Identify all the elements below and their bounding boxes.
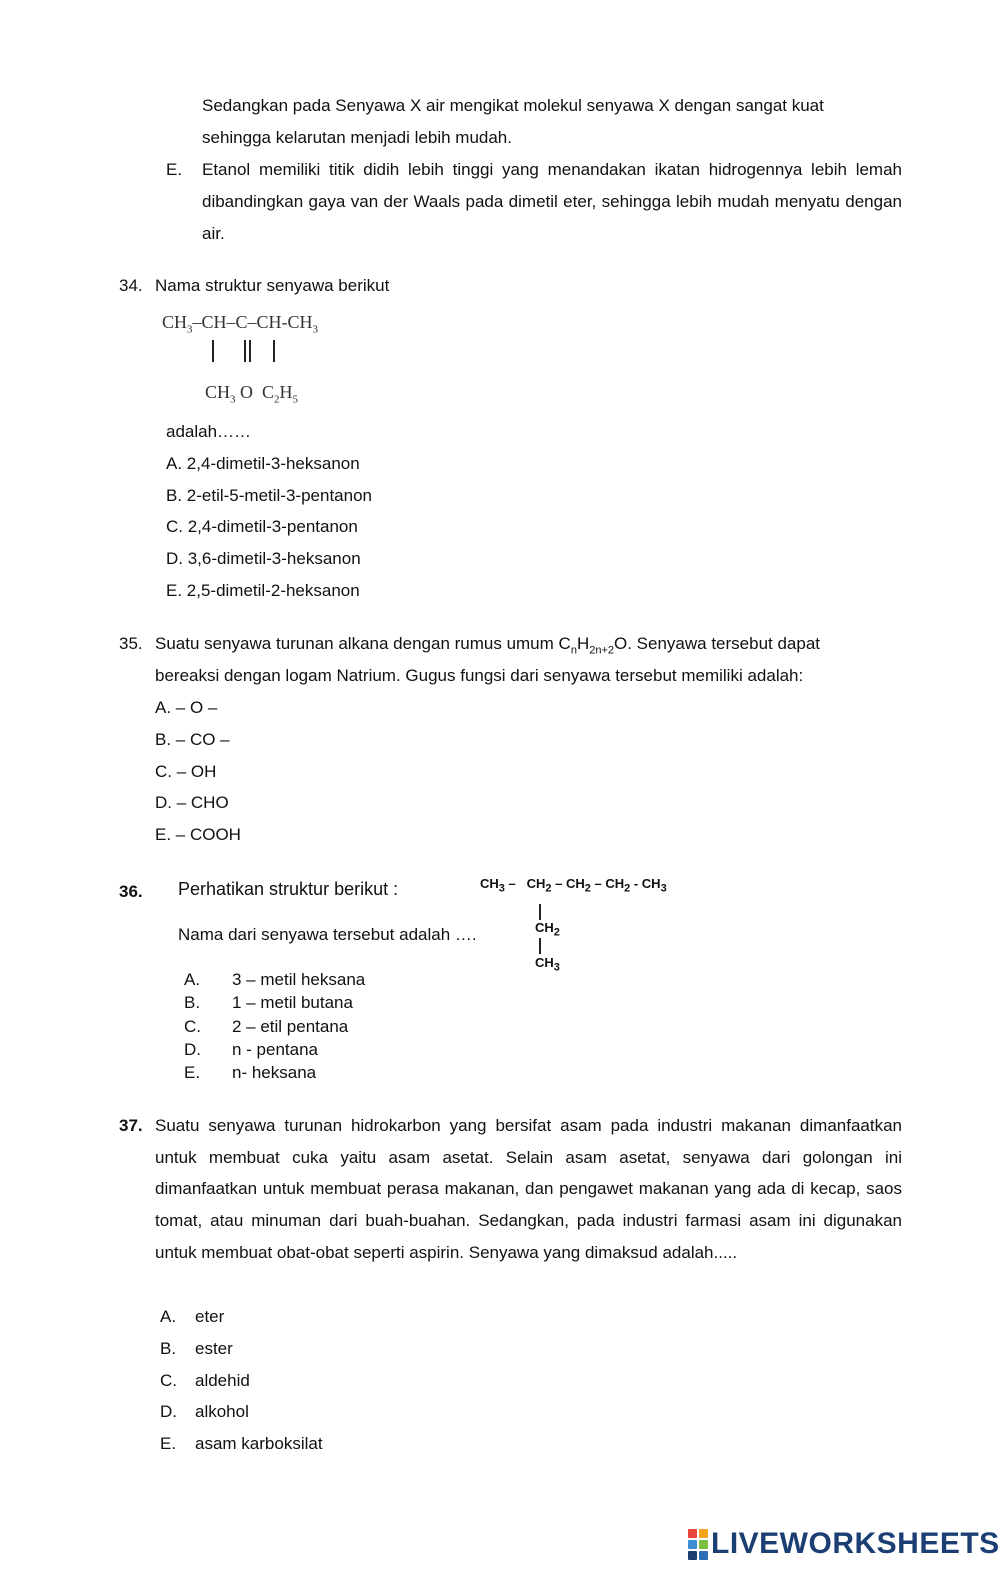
q34-option-a: A. 2,4-dimetil-3-heksanon: [166, 454, 360, 473]
q35-option-b: B. – CO –: [155, 729, 230, 749]
q34-bond-right: [273, 340, 275, 362]
liveworksheets-grid-icon: [688, 1529, 708, 1560]
q36-option-b: B. 1 – metil butana: [184, 993, 353, 1013]
q34-bond-left: [212, 340, 214, 362]
q36-bond-2: [539, 938, 541, 954]
q36-number: 36.: [119, 882, 143, 901]
q34-question: Nama struktur senyawa berikut: [155, 276, 390, 295]
q33-option-e-text: Etanol memiliki titik didih lebih tinggi yang menandakan ikatan hidrogennya lebih lemah dibandingkan gaya van der Waals pada dimetil eter, sehingga lebih mudah menyatu dengan air.: [202, 160, 902, 243]
q33-continuation: [202, 90, 902, 154]
liveworksheets-logo[interactable]: [688, 1527, 1000, 1561]
liveworksheets-logo-text: LIVEWORKSHEETS: [711, 1527, 1000, 1560]
q36-branch-ch2: $CH_2$: [535, 920, 560, 939]
q34-double-bond-b: [249, 340, 251, 362]
q36-option-e: E. n- heksana: [184, 1063, 317, 1083]
q33-line1: Sedangkan pada Senyawa X air mengikat molekul senyawa X dengan sangat kuat: [202, 96, 824, 115]
q33-option-e-letter: E.: [166, 160, 183, 179]
q35-option-a: A. – O –: [155, 698, 218, 717]
q33-line2: sehingga kelarutan menjadi lebih mudah.: [202, 128, 512, 147]
q37-option-a: A. eter: [160, 1307, 225, 1326]
q37-option-e: E. asam karboksilat: [160, 1434, 323, 1454]
q35-option-c: C. – OH: [155, 761, 217, 781]
q36-structure: [480, 876, 700, 976]
q34-structure: [160, 312, 350, 407]
q36-structure-main-chain: $CH_3 - CH_2 - CH_2 - CH_2 - CH_3$: [480, 876, 667, 895]
q34-option-e: E. 2,5-dimetil-2-heksanon: [166, 580, 360, 600]
q35-number: 35.: [119, 634, 143, 653]
q34-option-b: B. 2-etil-5-metil-3-pentanon: [166, 485, 372, 505]
q34-structure-main-chain: $CH_3-CH-C-CH-CH_3$: [162, 312, 319, 336]
q34-suffix: adalah……: [166, 422, 252, 441]
q36-options: [184, 968, 365, 1084]
q34-substituents: $CH_3$ O $C_2H_5$: [205, 382, 299, 406]
q35-question-line2: bereaksi dengan logam Natrium. Gugus fungsi dari senyawa tersebut memiliki adalah:: [155, 666, 804, 685]
q36-question: Perhatikan struktur berikut :: [178, 879, 399, 899]
q34-options: [166, 448, 372, 607]
q36-subquestion: Nama dari senyawa tersebut adalah ….: [178, 925, 477, 944]
q34-number: 34.: [119, 276, 143, 295]
q37-option-d: D. alkohol: [160, 1402, 249, 1422]
q35-option-e: E. – COOH: [155, 825, 241, 845]
q34-double-bond-a: [244, 340, 246, 362]
q35-option-d: D. – CHO: [155, 793, 229, 813]
q34-option-c: C. 2,4-dimetil-3-pentanon: [166, 517, 358, 537]
q36-branch-ch3: $CH_3$: [535, 955, 560, 974]
q35-options: [155, 692, 241, 851]
q37-number: 37.: [119, 1116, 143, 1135]
q35-question-line1: Suatu senyawa turunan alkana dengan rumus umum $C_nH_{2n+2}O$. Senyawa tersebut dapat: [155, 634, 821, 657]
q36-bond-1: [539, 904, 541, 920]
q37-question: Suatu senyawa turunan hidrokarbon yang bersifat asam pada industri makanan dimanfaatkan untuk membuat cuka yaitu asam asetat. Selain asam asetat, senyawa dari golongan ini dimanfaatkan untuk membuat perasa makanan, dan pengawet makanan yang ada di kecap, saos tomat, atau minuman dari buah-buahan. Sedangkan, pada industri farmasi asam ini digunakan untuk membuat obat-obat seperti aspirin. Senyawa yang dimaksud adalah.....: [155, 1116, 902, 1262]
q36-option-d: D. n - pentana: [184, 1039, 319, 1059]
q34-option-d: D. 3,6-dimetil-3-heksanon: [166, 549, 361, 569]
q37-option-c: C. aldehid: [160, 1370, 250, 1390]
q36-option-c: C. 2 – etil pentana: [184, 1016, 349, 1036]
q36-option-a: A. 3 – metil heksana: [184, 970, 366, 989]
q37-option-b: B. ester: [160, 1338, 233, 1358]
q37-options: [160, 1301, 323, 1460]
